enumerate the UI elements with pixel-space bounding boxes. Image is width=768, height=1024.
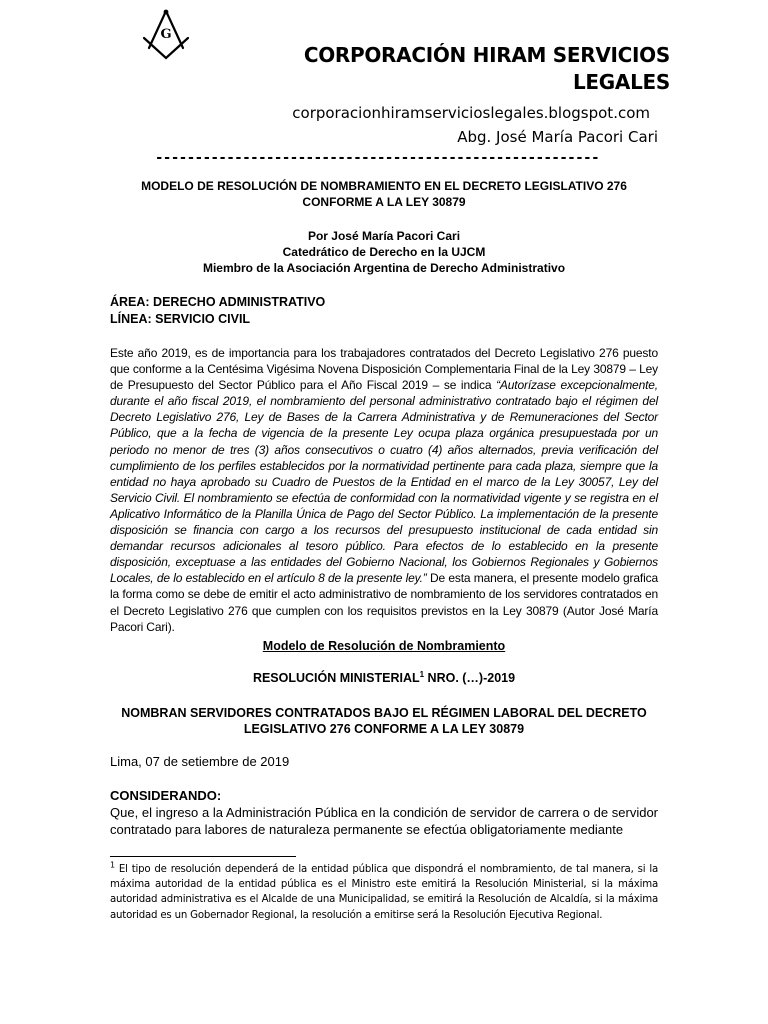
resolution-prefix: RESOLUCIÓN MINISTERIAL — [252, 671, 420, 685]
resolution-subject-line2: LEGISLATIVO 276 CONFORME A LA LEY 30879 — [243, 722, 525, 736]
organization-title — [250, 42, 670, 96]
document-title-line2: CONFORME A LA LEY 30879 — [302, 195, 466, 209]
resolution-number — [110, 670, 658, 686]
resolution-date: Lima, 07 de setiembre de 2019 — [110, 754, 290, 769]
header-author: Abg. José María Pacori Cari — [457, 128, 658, 146]
law-quote: “Autorízase excepcionalmente, durante el año fiscal 2019, el nombramiento del personal administrativo contratado bajo el régimen del Decreto Legislativo 276, Ley de Bases de la Carrera Administrativa y de Remuneraciones del Sector Público, que a la fecha de vigencia de la presente Ley ocupa plaza orgánica presupuestada por un periodo no menor de tres (3) años consecutivos o cuatro (4) años alternados, previa verificación del cumplimiento de los perfiles establecidos por la normatividad pertinente para cada plaza, siempre que la entidad no haya aprobado su Cuadro de Puestos de la Entidad en el marco de la Ley 30057, Ley del Servicio Civil. El nombramiento se efectúa de conformidad con la normatividad vigente y se registra en el Aplicativo Informático de la Planilla Única de Pago del Sector Público. La implementación de la presente disposición se financia con cargo a los recursos del presupuesto institucional de cada entidad sin demandar recursos adicionales al tesoro público. Para efectos de lo establecido en la presente disposición, exceptuase a las entidades del Gobierno Nacional, los Gobiernos Regionales y Gobiernos Locales, de lo establecido en el artículo 8 de la presente ley.” — [110, 378, 658, 586]
resolution-subject-line1: NOMBRAN SERVIDORES CONTRATADOS BAJO EL RÉGIMEN LABORAL DEL DECRETO — [121, 706, 647, 720]
considerando-text: Que, el ingreso a la Administración Pública en la condición de servidor de carrera o de servidor contratado para labores de naturaleza permanente se efectúa obligatoriamente mediante — [110, 805, 658, 837]
document-title — [110, 178, 658, 210]
resolution-subject — [110, 705, 658, 737]
byline-author: Por José María Pacori Cari — [307, 229, 461, 243]
footnote-divider — [110, 856, 296, 857]
footnote-text: El tipo de resolución dependerá de la entidad pública que dispondrá el nombramiento, de tal manera, si la máxima autoridad de la entidad pública es el Ministro este emitirá la Resolución Ministerial, si la máxima autoridad administrativa es el Alcalde de una Municipalidad, se emitirá la Resolución de Alcaldía, si la máxima autoridad es un Gobernador Regional, la resolución a emitirse será la Resolución Ejecutiva Regional. — [110, 864, 658, 921]
intro-text-start: Este año 2019, es de importancia para los trabajadores contratados del Decreto Legislativo 276 puesto que conforme a la Centésima Vigésima Novena Disposición Complementaria Final de la Ley 30879 – Ley de Presupuesto del Sector Público para el Año Fiscal 2019 – se indica — [110, 346, 658, 393]
organization-title-line2: LEGALES — [572, 70, 670, 94]
svg-text:G: G — [160, 27, 172, 42]
model-heading: Modelo de Resolución de Nombramiento — [262, 639, 506, 653]
byline — [110, 228, 658, 276]
line-label: LÍNEA: SERVICIO CIVIL — [110, 312, 251, 326]
considerando-heading: CONSIDERANDO: — [110, 788, 222, 803]
square-and-compass-icon — [140, 8, 192, 60]
footnote — [110, 862, 658, 923]
footnote-reference: 1 — [419, 669, 425, 679]
blog-url: corporacionhiramservicioslegales.blogspot.com — [292, 104, 650, 122]
resolution-suffix: NRO. (…)-2019 — [424, 671, 516, 685]
intro-text-end: De esta manera, el presente modelo grafica la forma como se debe de emitir el acto administrativo de nombramiento de los servidores contratados en el Decreto Legislativo 276 que cumplen con los requisitos previstos en la Ley 30879 (Autor José María Pacori Cari). — [110, 571, 658, 634]
byline-role: Catedrático de Derecho en la UJCM — [282, 245, 486, 259]
byline-membership: Miembro de la Asociación Argentina de Derecho Administrativo — [202, 261, 566, 275]
area-label: ÁREA: DERECHO ADMINISTRATIVO — [110, 295, 326, 309]
document-title-line1: MODELO DE RESOLUCIÓN DE NOMBRAMIENTO EN EL DECRETO LEGISLATIVO 276 — [141, 179, 627, 193]
footnote-mark: 1 — [110, 860, 115, 870]
intro-paragraph — [110, 345, 658, 635]
organization-title-line1: CORPORACIÓN HIRAM SERVICIOS — [303, 43, 670, 67]
header-separator: -------------------------------------------------------- — [155, 150, 600, 166]
